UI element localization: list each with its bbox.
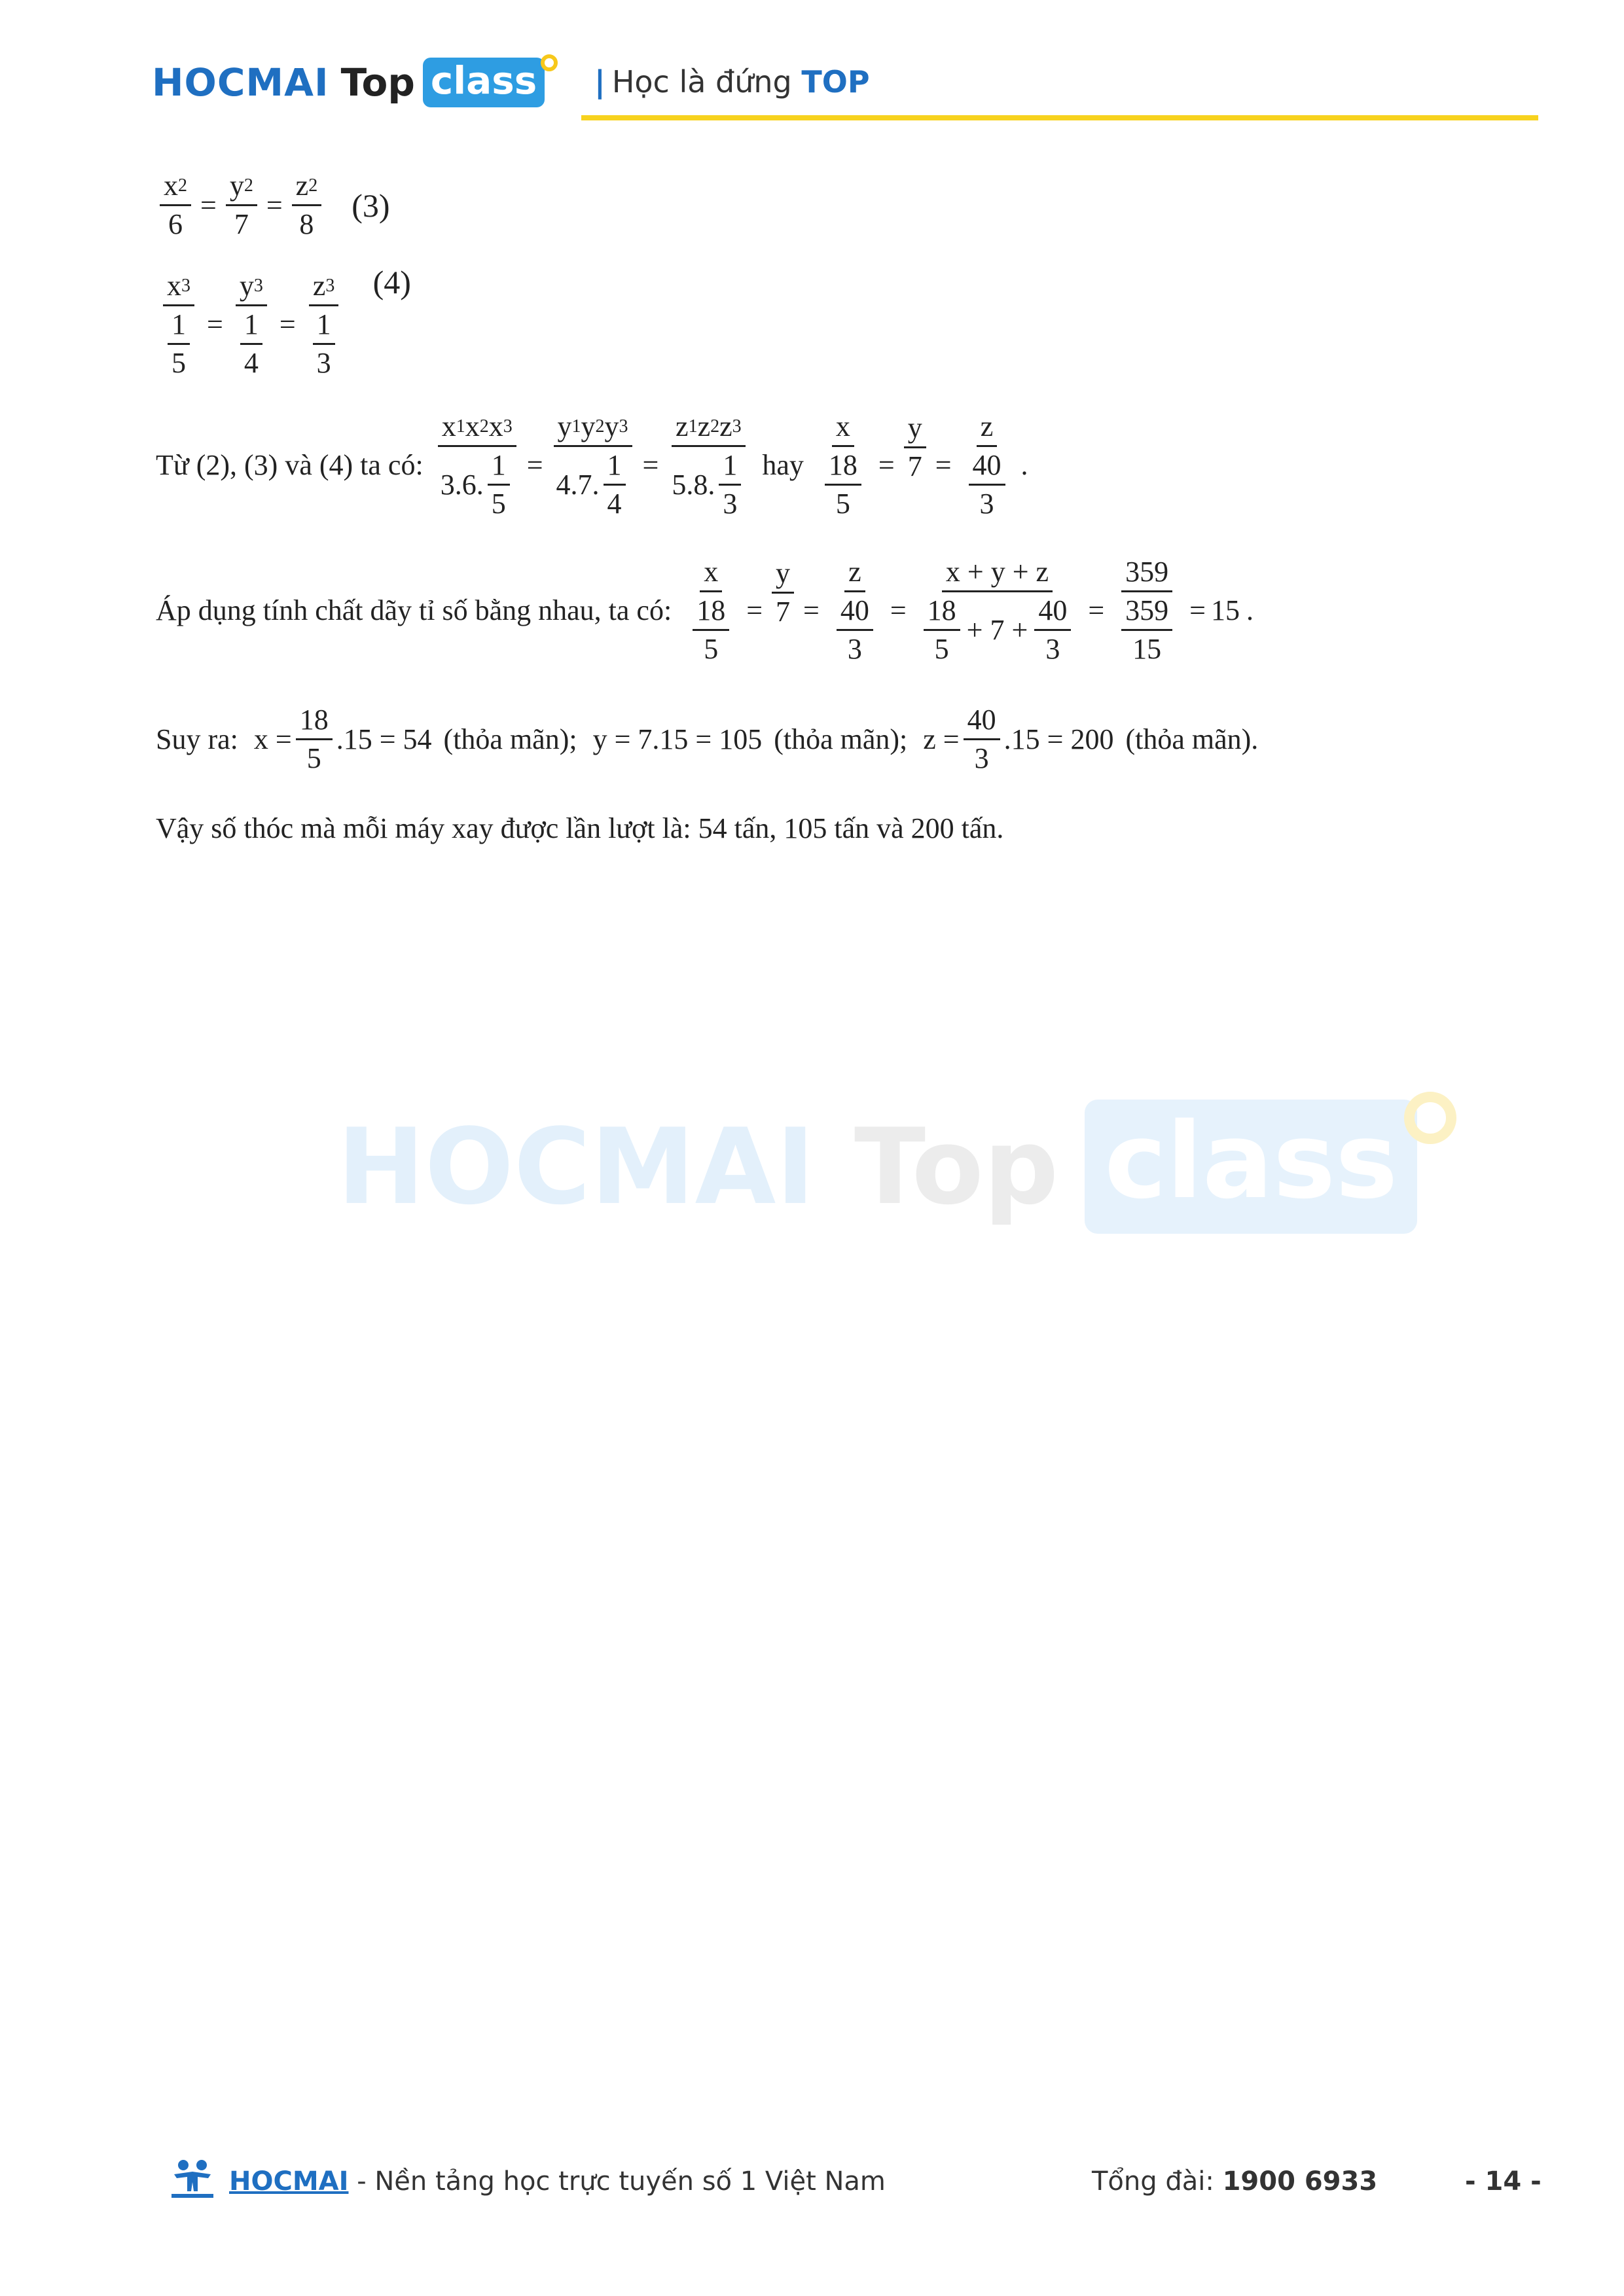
watermark-top: Top — [854, 1105, 1059, 1228]
fraction: $\frac{x}{\frac{18}{5}}$ — [685, 558, 737, 664]
logo-top-text: Top — [340, 60, 415, 105]
watermark-class: class — [1085, 1100, 1417, 1234]
slogan-top: TOP — [801, 64, 870, 99]
watermark-logo — [337, 1100, 1456, 1234]
fraction: x 1 x 2 x 3 3.6. $\frac{1}{5}$ — [437, 412, 518, 518]
line-2-lead: Áp dụng tính chất dãy tỉ số bằng nhau, ta có: — [156, 594, 672, 626]
fraction: $\frac{y}{7}$ — [904, 414, 926, 481]
fraction: x 2 6 — [160, 171, 191, 239]
hotline-number: 1900 6933 — [1222, 2166, 1378, 2197]
equation-4: x 3 $\frac{1}{5}$ = y 3 $\frac{1}{4}$ = z 3 $\frac{1}{3}$ (4) — [156, 272, 411, 378]
page-number: - 14 - — [1465, 2166, 1542, 2197]
conclusion-text: Vậy số thóc mà mỗi máy xay được lần lượt là: 54 tấn, 105 tấn và 200 tấn. — [156, 812, 1004, 844]
equation-tag: (4) — [372, 264, 411, 300]
slogan-divider: | — [594, 64, 605, 99]
fraction: $\frac{359}{\frac{359}{15}}$ — [1113, 558, 1180, 664]
fraction: $\frac{x}{\frac{18}{5}}$ — [817, 412, 869, 518]
logo-sun-icon — [541, 54, 558, 71]
fraction: y 2 7 — [226, 171, 257, 239]
fraction: $\frac{z}{\frac{40}{3}}$ — [961, 412, 1013, 518]
derivation-line-3: Suy ra: x = $\frac{18}{5}$ .15 = 54 (thỏa mãn); y = 7.15 = 105 (thỏa mãn); z = $\frac{40}{3}$ .15 = 200 (thỏa mãn). — [156, 704, 1259, 774]
footer-brand-link[interactable]: HOCMAI — [229, 2166, 349, 2197]
footer-left — [229, 2166, 886, 2197]
header-underline — [581, 115, 1538, 120]
derivation-line-1: Từ (2), (3) và (4) ta có: x 1 x 2 x 3 3.6. $\frac{1}{5}$ = y 1 y 2 y 3 4.7. $\frac{1}{4}$ = z 1 z 2 z 3 5.8. $\frac{1}{3}$ hay $\frac{x}{\frac{18}{5}}$ = $\frac{y}{7}$ = $\frac{z}{\frac{40}{3}}$ . — [156, 410, 1028, 520]
watermark-hocmai: HOCMAI — [337, 1105, 815, 1228]
line-1-lead: Từ (2), (3) và (4) ta có: — [156, 449, 424, 481]
fraction: z 2 8 — [292, 171, 322, 239]
fraction: $\frac{40}{3}$ — [964, 706, 1000, 773]
fraction: $\frac{y}{7}$ — [772, 559, 794, 626]
fraction: x + y + z $\frac{18}{5}$ + 7 + $\frac{40}{3}$ — [916, 558, 1079, 664]
derivation-line-2: Áp dụng tính chất dãy tỉ số bằng nhau, ta có: $\frac{x}{\frac{18}{5}}$ = $\frac{y}{7}$ = $\frac{z}{\frac{40}{3}}$ = x + y + z $\frac{18}{5}$ + 7 + $\frac{40}{3}$ = $\frac{359}{\frac{359}{15}}$ = 15 . — [156, 556, 1254, 665]
logo-class-badge: class — [423, 58, 545, 107]
equation-tag: (3) — [352, 187, 390, 224]
watermark-sun-icon — [1404, 1092, 1456, 1144]
fraction: z 1 z 2 z 3 5.8. $\frac{1}{3}$ — [668, 412, 749, 518]
fraction: z 3 $\frac{1}{3}$ — [305, 272, 343, 378]
slogan-text: Học là đứng — [611, 64, 792, 99]
fraction: $\frac{18}{5}$ — [296, 706, 333, 773]
header-logo — [152, 58, 558, 107]
footer-tagline: - Nền tảng học trực tuyến số 1 Việt Nam — [348, 2166, 886, 2197]
header-slogan — [594, 64, 870, 99]
fraction: $\frac{z}{\frac{40}{3}}$ — [829, 558, 881, 664]
equation-3: x 2 6 = y 2 7 = z 2 8 (3) — [156, 171, 390, 239]
fraction: x 3 $\frac{1}{5}$ — [160, 272, 198, 378]
footer-logo-icon — [169, 2157, 216, 2199]
logo-hocmai-text: HOCMAI — [152, 60, 329, 105]
fraction: y 3 $\frac{1}{4}$ — [232, 272, 270, 378]
fraction: y 1 y 2 y 3 4.7. $\frac{1}{4}$ — [552, 412, 634, 518]
footer-hotline: Tổng đài: 1900 6933 — [1092, 2166, 1378, 2197]
